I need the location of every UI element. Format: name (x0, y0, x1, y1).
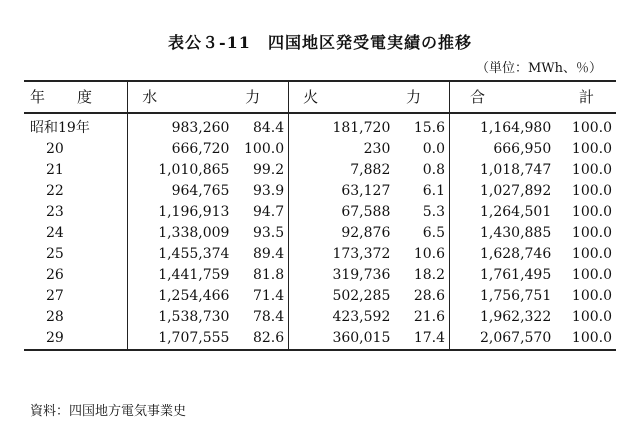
table-row (24, 265, 616, 286)
cell-thermal: 360,015 (289, 328, 395, 350)
cell-hydro: 1,455,374 (158, 246, 230, 262)
cell-total: 1,264,501 (479, 204, 552, 220)
cell-total-pct: 100.0 (555, 328, 616, 350)
cell-thermal-pct: 0.0 (394, 139, 449, 160)
cell-year: 25 (24, 244, 128, 265)
cell-total: 1,756,751 (479, 288, 552, 304)
cell-thermal-pct: 6.5 (394, 223, 449, 244)
header-hydro-char-1: 水 (142, 88, 158, 106)
cell-hydro: 983,260 (171, 120, 230, 136)
header-year (24, 81, 128, 113)
table-row (24, 223, 616, 244)
cell-total: 1,962,322 (479, 309, 552, 325)
header-row (24, 81, 616, 113)
cell-total: 1,027,892 (479, 183, 552, 199)
header-year-char-2: 度 (76, 88, 92, 106)
cell-hydro: 964,765 (171, 183, 230, 199)
cell-total-pct: 100.0 (571, 288, 612, 304)
cell-thermal-pct: 5.3 (394, 202, 449, 223)
cell-total: 2,067,570 (450, 328, 556, 350)
cell-total-pct: 100.0 (571, 183, 612, 199)
cell-total-pct: 100.0 (571, 162, 612, 178)
cell-thermal-pct: 21.6 (394, 307, 449, 328)
cell-thermal: 92,876 (341, 225, 391, 241)
cell-hydro: 1,010,865 (158, 162, 230, 178)
cell-thermal-pct: 0.8 (394, 160, 449, 181)
header-thermal (289, 81, 450, 113)
cell-hydro-pct: 99.2 (233, 160, 288, 181)
cell-hydro-pct: 94.7 (233, 202, 288, 223)
header-thermal-char-1: 火 (303, 88, 319, 106)
cell-hydro: 1,338,009 (158, 225, 230, 241)
cell-year: 29 (24, 328, 128, 350)
cell-total-pct: 100.0 (571, 309, 612, 325)
table-row (24, 181, 616, 202)
table-row (24, 113, 616, 139)
cell-thermal: 423,592 (332, 309, 391, 325)
cell-thermal: 67,588 (341, 204, 391, 220)
header-thermal-char-2: 力 (405, 88, 421, 106)
cell-year: 21 (24, 160, 128, 181)
cell-total: 1,430,885 (479, 225, 552, 241)
cell-thermal: 502,285 (332, 288, 391, 304)
cell-hydro: 1,254,466 (158, 288, 230, 304)
cell-year: 20 (24, 139, 128, 160)
header-total-char-2: 計 (578, 88, 594, 106)
table-row (24, 244, 616, 265)
cell-total: 666,950 (493, 141, 552, 157)
cell-total-pct: 100.0 (571, 141, 612, 157)
cell-year: 昭和19年 (24, 113, 128, 139)
cell-hydro-pct: 71.4 (233, 286, 288, 307)
cell-total: 1,628,746 (479, 246, 552, 262)
header-total (450, 81, 617, 113)
table-row (24, 160, 616, 181)
table-row (24, 139, 616, 160)
cell-year: 22 (24, 181, 128, 202)
cell-hydro: 1,441,759 (158, 267, 230, 283)
cell-total: 1,164,980 (479, 120, 552, 136)
header-year-char-1: 年 (30, 88, 46, 106)
cell-thermal-pct: 17.4 (394, 328, 449, 350)
power-generation-table (24, 80, 616, 351)
table-row (24, 307, 616, 328)
cell-thermal: 63,127 (341, 183, 391, 199)
cell-year: 26 (24, 265, 128, 286)
cell-hydro: 666,720 (171, 141, 230, 157)
cell-hydro-pct: 82.6 (233, 328, 288, 350)
header-total-char-1: 合 (470, 88, 486, 106)
cell-thermal-pct: 15.6 (394, 113, 449, 139)
header-hydro-char-2: 力 (245, 88, 261, 106)
cell-thermal: 7,882 (350, 162, 391, 178)
source-note: 資料：四国地方電気事業史 (30, 404, 187, 419)
table-row (24, 202, 616, 223)
cell-total: 1,761,495 (479, 267, 552, 283)
table-title: 表公３-11 四国地区発受電実績の推移 (168, 33, 472, 52)
cell-year: 23 (24, 202, 128, 223)
cell-hydro-pct: 89.4 (233, 244, 288, 265)
cell-hydro-pct: 93.9 (233, 181, 288, 202)
cell-thermal: 230 (363, 141, 391, 157)
cell-hydro-pct: 78.4 (233, 307, 288, 328)
cell-hydro: 1,196,913 (158, 204, 230, 220)
cell-hydro-pct: 84.4 (233, 113, 288, 139)
cell-thermal-pct: 10.6 (394, 244, 449, 265)
cell-total: 1,018,747 (479, 162, 552, 178)
unit-note: （単位：MWh、％） (475, 61, 602, 76)
cell-total-pct: 100.0 (571, 120, 612, 136)
cell-total-pct: 100.0 (571, 246, 612, 262)
cell-thermal: 319,736 (332, 267, 391, 283)
cell-hydro-pct: 100.0 (233, 139, 288, 160)
cell-year: 24 (24, 223, 128, 244)
cell-total-pct: 100.0 (571, 267, 612, 283)
cell-thermal: 173,372 (332, 246, 391, 262)
table-row (24, 286, 616, 307)
cell-total-pct: 100.0 (571, 204, 612, 220)
header-hydro (128, 81, 289, 113)
cell-thermal: 181,720 (332, 120, 391, 136)
cell-year: 28 (24, 307, 128, 328)
cell-thermal-pct: 28.6 (394, 286, 449, 307)
cell-hydro: 1,707,555 (128, 328, 234, 350)
cell-hydro: 1,538,730 (158, 309, 230, 325)
cell-year: 27 (24, 286, 128, 307)
cell-total-pct: 100.0 (571, 225, 612, 241)
cell-hydro-pct: 93.5 (233, 223, 288, 244)
table-row (24, 328, 616, 350)
cell-thermal-pct: 18.2 (394, 265, 449, 286)
cell-thermal-pct: 6.1 (394, 181, 449, 202)
cell-hydro-pct: 81.8 (233, 265, 288, 286)
